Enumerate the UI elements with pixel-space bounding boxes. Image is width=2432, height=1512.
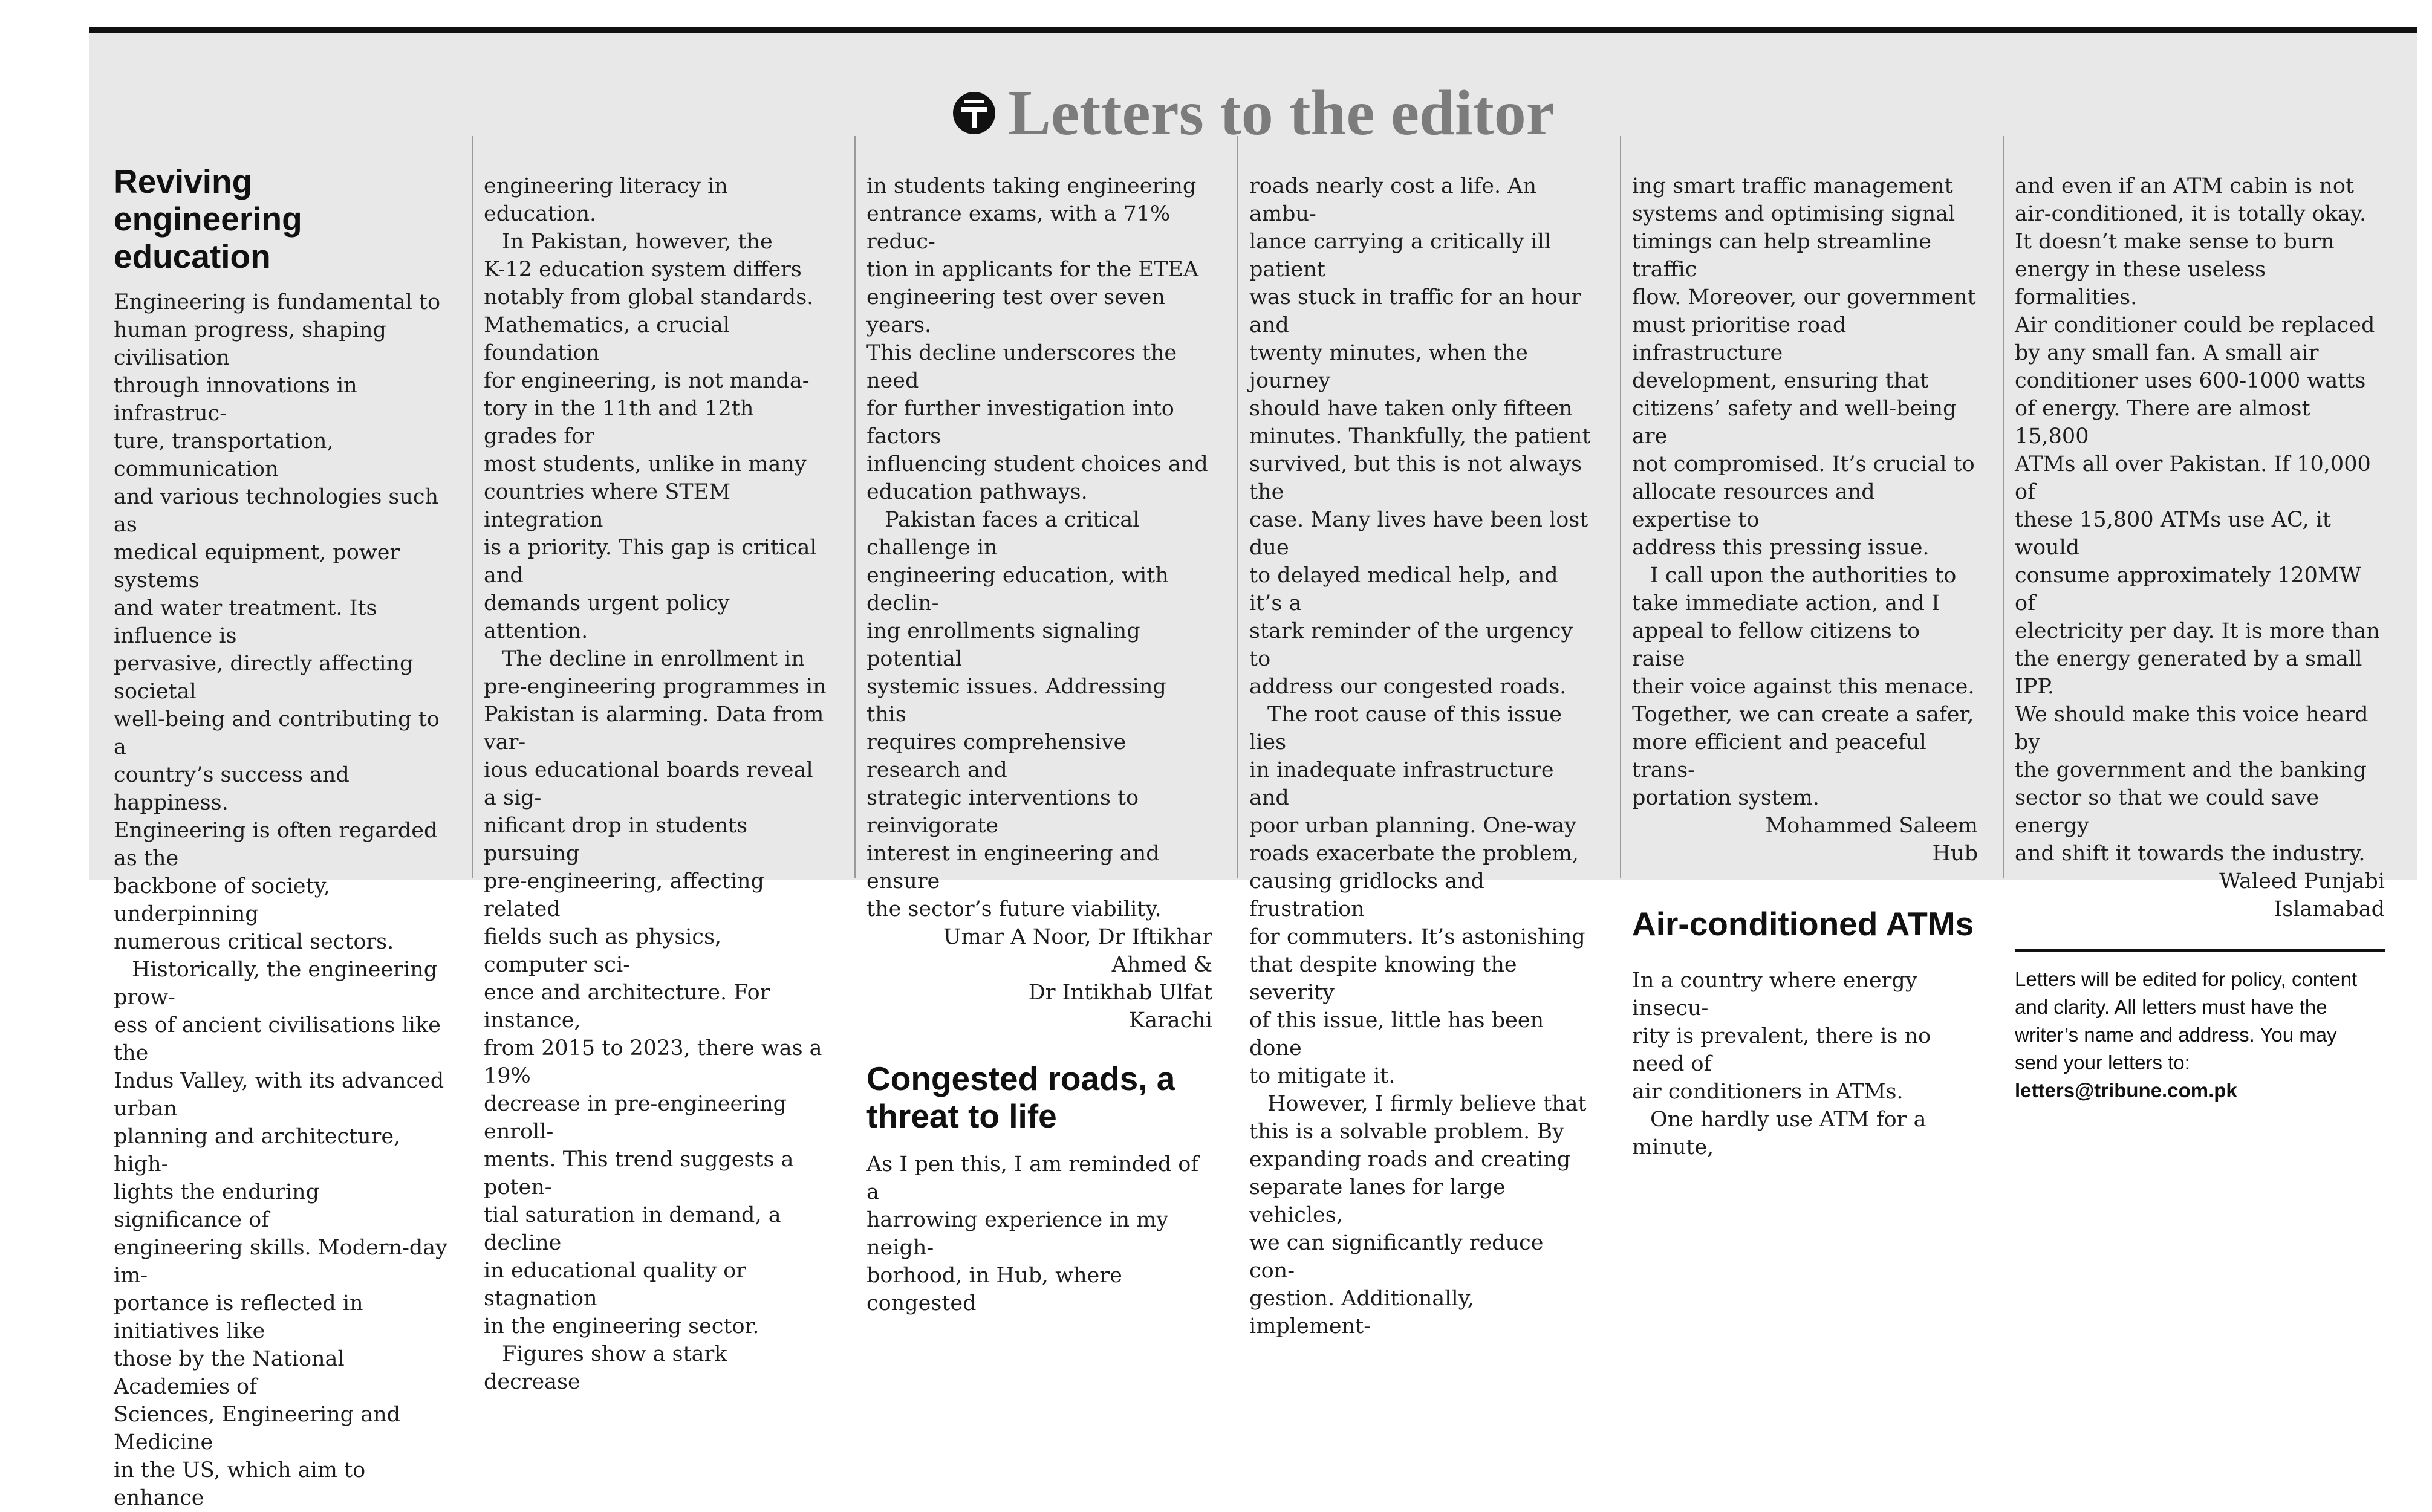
paragraph: One hardly use ATM for a minute, — [1632, 1108, 1926, 1160]
paragraph: in students taking engineering entrance exams, with a 71% reduc- tion in applicants for the ETEA engineering test over seven years. This decline underscores the need for further investigation into factors influencing student choices and education pathways. — [866, 174, 1208, 504]
paragraph: roads nearly cost a life. An ambu- lance carrying a critically ill patient was stuck in traffic for an hour and twenty minutes, when the journey should have taken only fifteen minutes. Thankfully, the patient survived, but this is not always the case. Many lives have been lost due to delayed medical help, and it’s a stark reminder of the urgency to address our congested roads. — [1249, 174, 1591, 699]
column-2 — [472, 136, 834, 1394]
paragraph: However, I firmly believe that this is a solvable problem. By expanding roads and creating separate lanes for large vehicles, we can significantly reduce con- gestion. Additionally, implement- — [1249, 1092, 1587, 1338]
letters-email-link[interactable]: letters@tribune.com.pk — [2015, 1079, 2237, 1102]
column-5 — [1620, 136, 1983, 1160]
article-heading-air-conditioned-atms: Air-conditioned ATMs — [1632, 905, 1974, 943]
column-3 — [854, 136, 1217, 1316]
paragraph: Figures show a stark decrease — [484, 1342, 727, 1394]
paragraph: In Pakistan, however, the K-12 education system differs notably from global standards. Mathematics, a crucial foundation for engineering, is not manda- tory in the 11th and 12th grades for most students, unlike in many countries where STEM integration is a priority. This gap is critical and demands urgent policy attention. — [484, 230, 817, 643]
submission-note: Letters will be edited for policy, content and clarity. All letters must have the writer’s name and address. You may send your letters to: — [2015, 968, 2358, 1074]
paragraph: Historically, the engineering prow- ess of ancient civilisations like the Indus Valley, with its advanced urban planning and architecture, high- lights the enduring significance of engineering skills. Modern-day im- portance is reflected in initiatives like those by the National Academies of Sciences, Engineering and Medicine in the US, which aim to enhance — [114, 958, 447, 1510]
tribune-t-icon — [952, 91, 996, 135]
column-1 — [89, 136, 452, 1510]
top-rule — [89, 27, 2417, 33]
column-4 — [1237, 136, 1600, 1338]
letters-panel — [89, 33, 2417, 1510]
paragraph: In a country where energy insecu- rity is prevalent, there is no need of air conditioners in ATMs. — [1632, 969, 1931, 1104]
paragraph: and even if an ATM cabin is not air-conditioned, it is totally okay. It doesn’t make sense to burn energy in these useless formalities. Air conditioner could be replaced by any small fan. A small air conditioner uses 600-1000 watts of energy. There are almost 15,800 ATMs all over Pakistan. If 10,000 of these 15,800 ATMs use AC, it would consume approximately 120MW of electricity per day. It is more than the energy generated by a small IPP. We should make this voice heard by the government and the banking sector so that we could save energy and shift it towards the industry. — [2015, 174, 2380, 866]
letter-signature: Waleed Punjabi Islamabad — [2219, 869, 2385, 921]
paragraph: Pakistan faces a critical challenge in engineering education, with declin- ing enrollments signaling potential systemic issues. Addressing this requires comprehensive research and strategic interventions to reinvigorate interest in engineering and ensure the sector’s future viability. — [866, 508, 1169, 921]
paragraph: engineering literacy in education. — [484, 174, 728, 226]
letter-signature: Mohammed Saleem Hub — [1765, 814, 1978, 866]
paragraph: Engineering is fundamental to human progress, shaping civilisation through innovations in infrastruc- ture, transportation, communication and various technologies such as medical equipment, power systems and water treatment. Its influence is pervasive, directly affecting societal well-being and contributing to a country’s success and happiness. Engineering is often regarded as the backbone of society, underpinning numerous critical sectors. — [114, 290, 441, 954]
article-heading-reviving-engineering: Reviving engineering education — [114, 163, 302, 275]
letter-signature: Umar A Noor, Dr Iftikhar Ahmed & Dr Intikhab Ulfat Karachi — [943, 925, 1212, 1033]
paragraph: I call upon the authorities to take immediate action, and I appeal to fellow citizens to raise their voice against this menace. Together, we can create a safer, more efficient and peaceful trans- portation system. — [1632, 563, 1975, 810]
column-6 — [2003, 136, 2390, 1102]
article-heading-congested-roads: Congested roads, a threat to life — [866, 1060, 1175, 1135]
paragraph: The decline in enrollment in pre-engineering programmes in Pakistan is alarming. Data from var- ious educational boards reveal a sig- nificant drop in students pursuing pre-engineering, affecting related fields such as physics, computer sci- ence and architecture. For instance, from 2015 to 2023, there was a 19% decrease in pre-engineering enroll- ments. This trend suggests a poten- tial saturation in demand, a decline in educational quality or stagnation in the engineering sector. — [484, 647, 827, 1338]
note-divider — [2015, 949, 2385, 952]
paragraph: The root cause of this issue lies in inadequate infrastructure and poor urban planning. One-way roads exacerbate the problem, causing gridlocks and frustration for commuters. It’s astonishing that despite knowing the severity of this issue, little has been done to mitigate it. — [1249, 702, 1585, 1088]
paragraph: ing smart traffic management systems and optimising signal timings can help streamline traffic flow. Moreover, our government must prioritise road infrastructure development, ensuring that citizens’ safety and well-being are not compromised. It’s crucial to allocate resources and expertise to address this pressing issue. — [1632, 174, 1976, 560]
section-title: Letters to the editor — [1008, 77, 1555, 148]
paragraph: As I pen this, I am reminded of a harrowing experience in my neigh- borhood, in Hub, where congested — [866, 1152, 1199, 1316]
